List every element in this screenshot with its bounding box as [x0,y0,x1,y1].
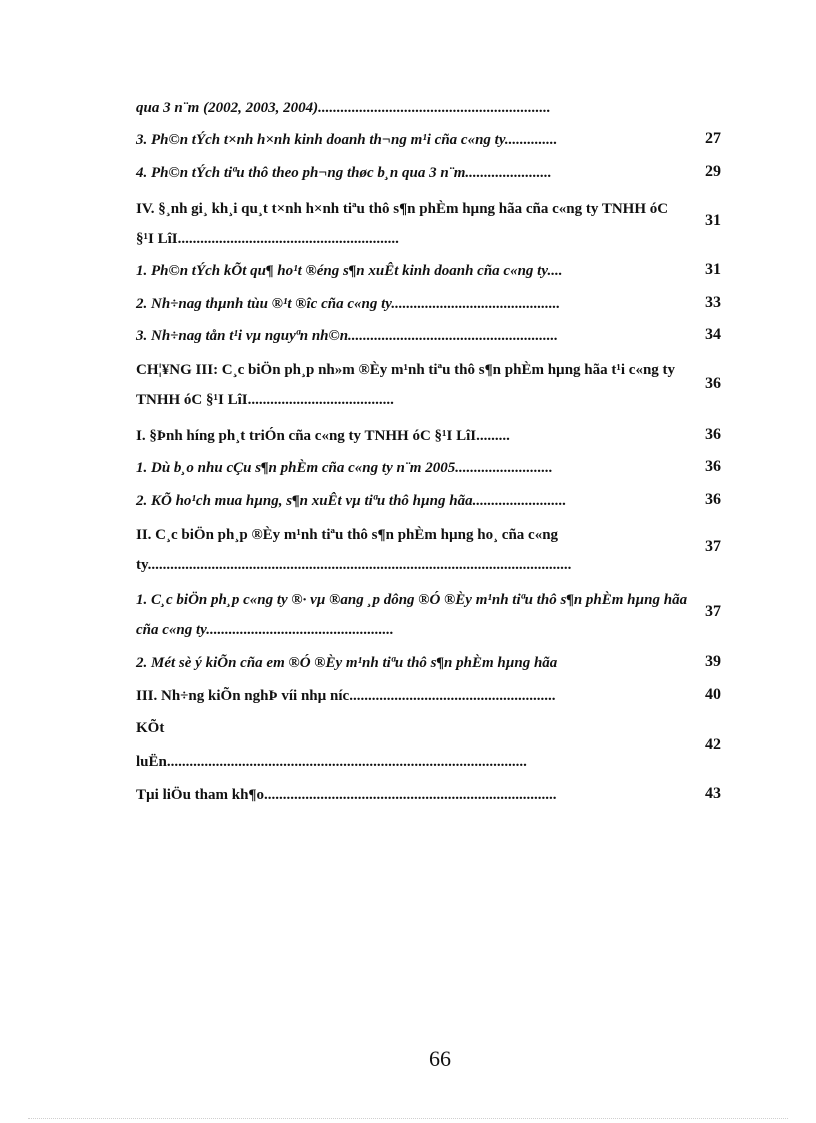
toc-entry-text: 2. Nh÷nag thµnh tùu ®¹t ®îc cña c«ng ty............................................. [136,296,561,312]
toc-entry-page: 29 [705,163,721,180]
toc-entry-page: 36 [705,458,721,475]
toc-entry-text: KÕt [136,720,165,736]
toc-entry-page: 34 [705,326,721,343]
toc-entry-page: 36 [705,426,721,443]
toc-entry [136,161,721,185]
toc-entry-text: 1. Dù b¸o nhu cÇu s¶n phÈm cña c«ng ty n¨m 2005.......................... [136,460,553,476]
toc-entry [136,716,721,776]
toc-entry-page: 40 [705,686,721,703]
toc-entry-text: 4. Ph©n tÝch tiªu thô theo ph¬ng thøc b¸n qua 3 n¨m....................... [136,165,552,181]
toc-entry [136,684,721,708]
toc-entry-page: 37 [705,538,721,555]
toc-entry-page: 37 [705,603,721,620]
toc-entry-text: II. C¸c biÖn ph¸p ®Èy m¹nh tiªu thô s¶n phÈm hµng ho¸ cña c«ng ty................................................................................................................. [136,527,572,573]
toc-entry [136,324,721,348]
toc-entry-page: 42 [705,736,721,753]
toc-entry-page: 36 [705,491,721,508]
toc-entry [136,259,721,283]
toc-entry-text: I. §Þnh híng ph¸t triÓn cña c«ng ty TNHH óC §¹I LîI......... [136,428,510,444]
toc-entry-text: 3. Ph©n tÝch t×nh h×nh kinh doanh th¬ng m¹i cña c«ng ty.............. [136,132,558,148]
toc-entry [136,194,721,250]
toc-entry [136,783,721,807]
toc-entry-text: Tµi liÖu tham kh¶o.............................................................................. [136,787,557,803]
toc-entry-text: 1. Ph©n tÝch kÕt qu¶ ho¹t ®éng s¶n xuÊt kinh doanh cña c«ng ty.... [136,263,563,279]
toc-entry-page: 31 [705,261,721,278]
toc-entry-text: luËn................................................................................................ [136,754,527,770]
toc-entry [136,96,721,120]
toc-entry [136,292,721,316]
toc-entry-page: 31 [705,212,721,229]
toc-entry-text: 2. KÕ ho¹ch mua hµng, s¶n xuÊt vµ tiªu thô hµng hãa......................... [136,493,567,509]
toc-entry-text: qua 3 n¨m (2002, 2003, 2004).............................................................. [136,100,551,116]
toc-entry [136,128,721,152]
page-bottom-divider [28,1118,788,1119]
toc-entry-page: 36 [705,375,721,392]
toc-entry [136,651,721,675]
toc-entry-text: CH¦¥NG III: C¸c biÖn ph¸p nh»m ®Èy m¹nh tiªu thô s¶n phÈm hµng hãa t¹i c«ng ty TNHH óC §¹I LîI....................................... [136,362,676,408]
toc-entry-page: 43 [705,785,721,802]
toc-entry-text: IV. §¸nh gi¸ kh¸i qu¸t t×nh h×nh tiªu thô s¶n phÈm hµng hãa cña c«ng ty TNHH óC §¹I LîI........................................................... [136,201,669,247]
toc-entry-text: III. Nh÷ng kiÕn nghÞ víi nhµ níc....................................................... [136,688,556,704]
toc-entry-text: 3. Nh÷nag tån t¹i vµ nguyªn nh©n........................................................ [136,328,559,344]
toc-entry [136,456,721,480]
toc-entry [136,355,721,415]
toc-entry [136,489,721,513]
toc-entry [136,424,721,448]
toc-entry-page: 27 [705,130,721,147]
toc-entry-text: 1. C¸c biÖn ph¸p c«ng ty ®· vµ ®ang ¸p dông ®Ó ®Èy m¹nh tiªu thô s¶n phÈm hµng hãa cña c«ng ty.................................................. [136,592,688,638]
toc-entry-page: 39 [705,653,721,670]
toc-entry-page: 33 [705,294,721,311]
page-number: 66 [429,1046,451,1071]
toc-entry [136,520,721,580]
toc-entry-text: 2. Mét sè ý kiÕn cña em ®Ó ®Èy m¹nh tiªu thô s¶n phÈm hµng hãa [136,655,558,671]
toc-entry [136,585,721,645]
